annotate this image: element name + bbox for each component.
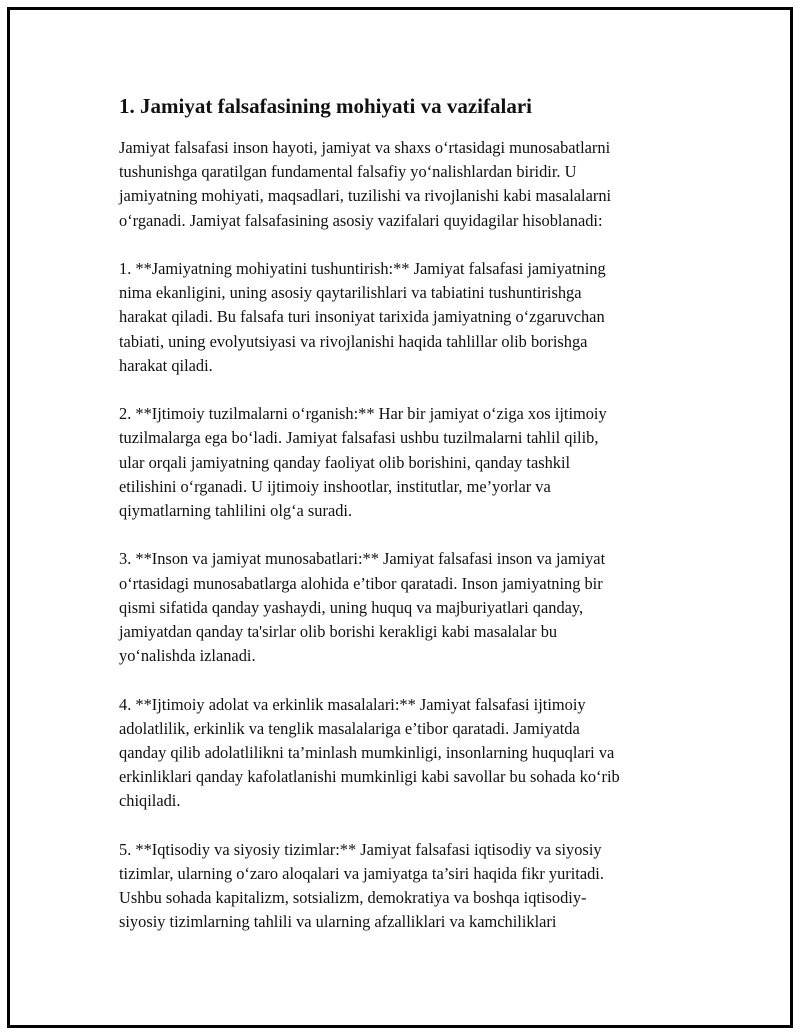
text-line: o‘rtasidagi munosabatlarga alohida e’tibor qaratadi. Inson jamiyatning bir [119,573,603,593]
text-line: qiymatlarning tahlilini olg‘a suradi. [119,501,353,521]
text-line: 5. **Iqtisodiy va siyosiy tizimlar:** Jamiyat falsafasi iqtisodiy va siyosiy [119,839,602,859]
text-line: qismi sifatida qanday yashaydi, uning huquq va majburiyatlari qanday, [119,597,584,617]
list-item-5-paragraph [119,838,679,935]
text-line: Ushbu sohada kapitalizm, sotsializm, demokratiya va boshqa iqtisodiy- [119,888,587,908]
text-line: 1. **Jamiyatning mohiyatini tushuntirish:** Jamiyat falsafasi jamiyatning [119,259,606,278]
text-line: yo‘nalishda izlanadi. [119,646,256,666]
text-line: 4. **Ijtimoiy adolat va erkinlik masalalari:** Jamiyat falsafasi ijtimoiy [119,694,586,714]
text-line: qanday qilib adolatlilikni ta’minlash mumkinligi, insonlarning huquqlari va [119,743,615,763]
text-line: jamiyatdan qanday ta'sirlar olib borishi kerakligi kabi masalalar bu [119,622,558,642]
text-line: o‘rganadi. Jamiyat falsafasining asosiy vazifalari quyidagilar hisoblanadi: [119,210,603,230]
text-line: ular orqali jamiyatning qanday faoliyat olib borishini, qanday tashkil [119,452,571,472]
list-item-3-paragraph [119,547,679,668]
text-line: adolatlilik, erkinlik va tenglik masalalariga e’tibor qaratadi. Jamiyatda [119,718,580,738]
list-item-1-paragraph [119,257,679,378]
text-line: 3. **Inson va jamiyat munosabatlari:** Jamiyat falsafasi inson va jamiyat [119,549,606,569]
text-line: harakat qiladi. [119,355,213,375]
text-line: jamiyatning mohiyati, maqsadlari, tuzilishi va rivojlanishi kabi masalalarni [119,186,612,206]
text-line: tabiati, uning evolyutsiyasi va rivojlanishi haqida tahlillar olib borishga [119,331,588,351]
list-item-4-paragraph [119,693,679,814]
text-line: nima ekanligini, uning asosiy qaytarilishlari va tabiatini tushuntirishga [119,283,582,303]
intro-paragraph [119,136,679,233]
text-line: Jamiyat falsafasi inson hayoti, jamiyat va shaxs o‘rtasidagi munosabatlarni [119,138,611,157]
document-body [119,93,679,959]
text-line: tushunishga qaratilgan fundamental falsafiy yo‘nalishlardan biridir. U [119,162,577,182]
text-line: erkinliklari qanday kafolatlanishi mumkinligi kabi savollar bu sohada ko‘rib [119,767,620,787]
text-line: chiqiladi. [119,791,181,811]
text-line: etilishini o‘rganadi. U ijtimoiy inshootlar, institutlar, me’yorlar va [119,476,551,496]
text-line: 2. **Ijtimoiy tuzilmalarni o‘rganish:** Har bir jamiyat o‘ziga xos ijtimoiy [119,404,607,424]
text-line: siyosiy tizimlarning tahlili va ularning afzalliklari va kamchiliklari [119,912,557,932]
text-line: tizimlar, ularning o‘zaro aloqalari va jamiyatga ta’siri haqida fikr yuritadi. [119,864,604,884]
section-title: 1. Jamiyat falsafasining mohiyati va vazifalari [119,94,532,118]
list-item-2-paragraph [119,402,679,523]
text-line: tuzilmalarga ega bo‘ladi. Jamiyat falsafasi ushbu tuzilmalarni tahlil qilib, [119,428,599,448]
text-line: harakat qiladi. Bu falsafa turi insoniyat tarixida jamiyatning o‘zgaruvchan [119,307,605,327]
